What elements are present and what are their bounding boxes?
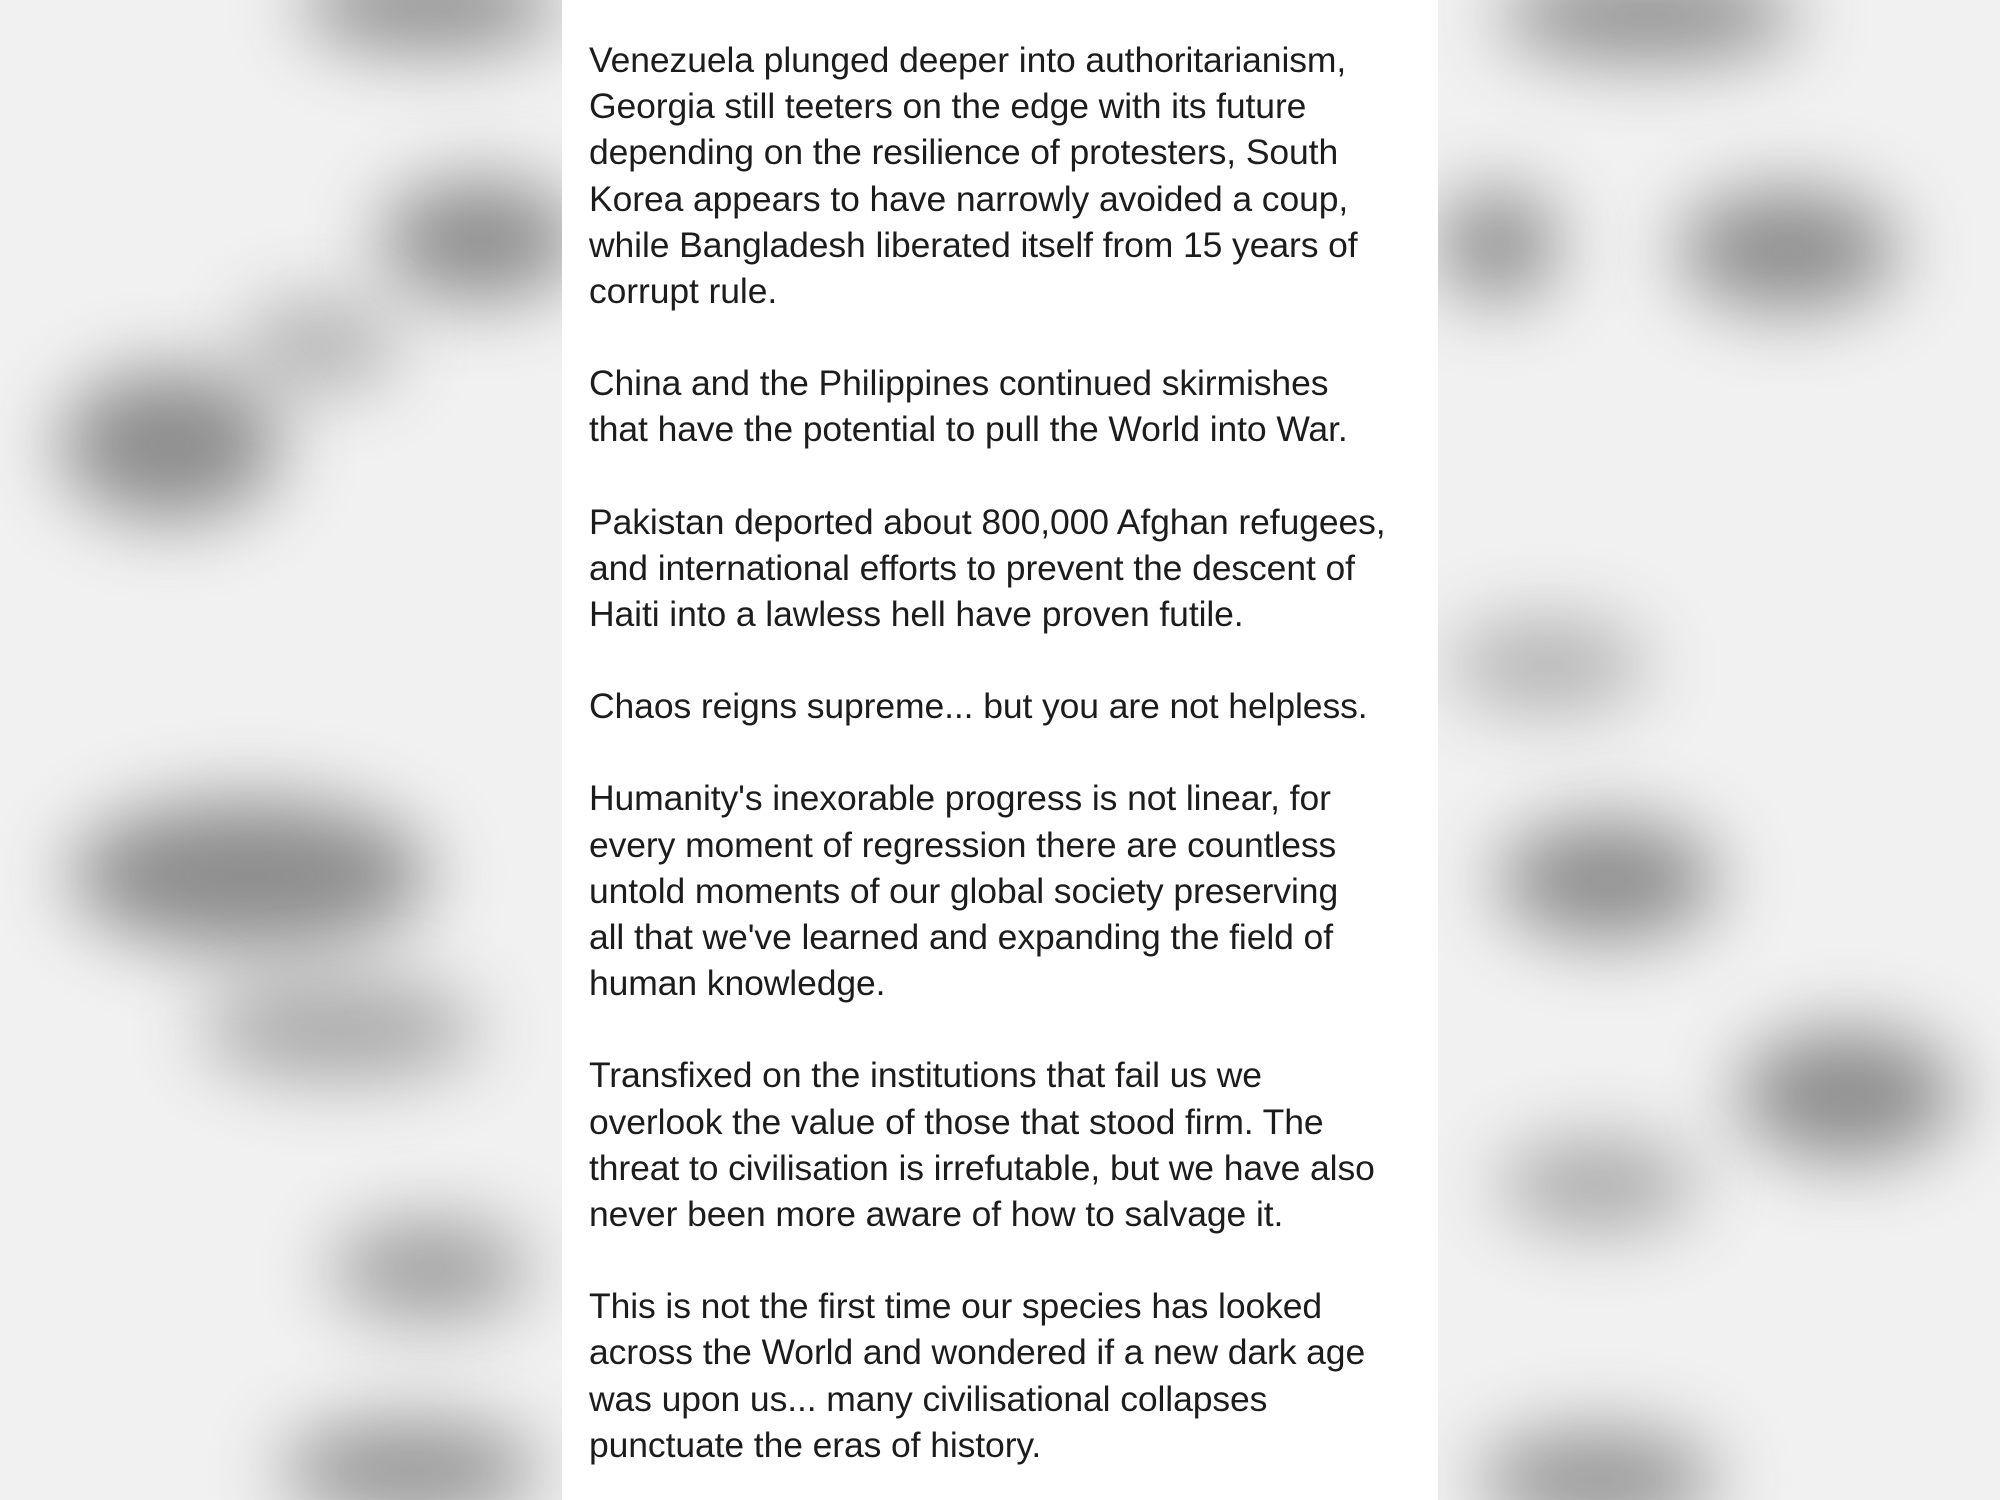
backdrop-blur-shape	[380, 180, 562, 300]
paragraph-china-philippines: China and the Philippines continued skirmishes that have the potential to pull the World into War.	[589, 363, 1348, 450]
backdrop-blur-shape	[1478, 1430, 1718, 1500]
paragraph-institutions: Transfixed on the institutions that fail us we overlook the value of those that stood firm. The threat to civilisation is irrefutable, but we have also never been more aware of how to salvage it.	[589, 1055, 1375, 1235]
backdrop-blur-shape	[60, 370, 280, 520]
paragraph-authoritarianism: Venezuela plunged deeper into authoritarianism, Georgia still teeters on the edge with its future depending on the resilience of protesters, South Korea appears to have narrowly avoided a coup, while Bangladesh liberated itself from 15 years of corrupt rule.	[589, 40, 1358, 312]
blurred-backdrop-right	[1438, 0, 2000, 1500]
backdrop-blur-shape	[1738, 1030, 1958, 1160]
backdrop-blur-shape	[300, 0, 560, 50]
paragraph-dark-age: This is not the first time our species has looked across the World and wondered if a new dark age was upon us... many civilisational collapses punctuate the eras of history.	[589, 1286, 1366, 1465]
backdrop-blur-shape	[1438, 190, 1558, 300]
backdrop-blur-shape	[200, 980, 480, 1080]
document-panel	[562, 0, 1438, 1500]
backdrop-blur-shape	[1498, 1140, 1698, 1230]
backdrop-blur-shape	[1498, 820, 1718, 940]
backdrop-blur-shape	[1678, 190, 1898, 310]
backdrop-blur-shape	[70, 800, 430, 950]
backdrop-blur-shape	[1448, 620, 1648, 710]
paragraph-chaos: Chaos reigns supreme... but you are not helpless.	[589, 686, 1368, 727]
paragraph-pakistan-haiti: Pakistan deported about 800,000 Afghan refugees, and international efforts to prevent the descent of Haiti into a lawless hell have proven futile.	[589, 501, 1386, 635]
backdrop-blur-shape	[330, 1220, 530, 1320]
backdrop-blur-shape	[240, 300, 400, 390]
document-text	[589, 37, 1419, 1500]
paragraph-humanity-progress: Humanity's inexorable progress is not linear, for every moment of regression there are countless untold moments of our global society preserving all that we've learned and expanding the field of human knowledge.	[589, 778, 1339, 1004]
backdrop-blur-shape	[1498, 0, 1798, 60]
backdrop-blur-shape	[280, 1420, 540, 1500]
blurred-backdrop-left	[0, 0, 562, 1500]
